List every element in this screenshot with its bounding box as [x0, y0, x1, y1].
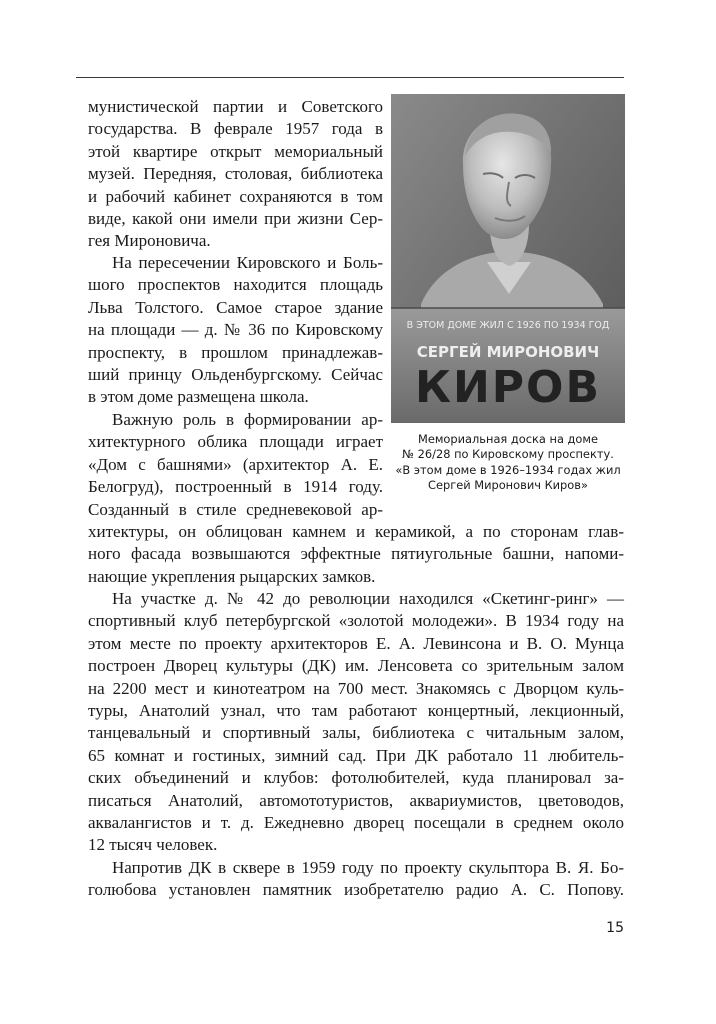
plaque-inscription-surname: КИРОВ — [415, 362, 601, 413]
text-line: Льва Толстого. Самое старое здание — [88, 297, 383, 317]
text-line: музей. Передняя, столовая, библиотека — [88, 164, 383, 184]
header-rule — [76, 77, 624, 78]
text-line: На пересечении Кировского и Боль- — [112, 253, 383, 272]
text-line: Созданный в стиле средневековой ар- — [88, 499, 383, 519]
text-line: на площади — д. № 36 по Кировскому — [88, 320, 383, 340]
page-number: 15 — [606, 920, 624, 936]
text-line: нающие укрепления рыцарских замков. — [88, 566, 376, 586]
caption-line: Мемориальная доска на доме — [418, 432, 598, 446]
text-line: ший принцу Ольденбургскому. Сейчас — [88, 365, 383, 385]
text-line: 65 комнат и гостиных, зимний сад. При ДК работало 11 любитель- — [88, 745, 624, 765]
text-line: туры, Анатолий узнал, что там работают концертный, лекционный, — [88, 701, 624, 721]
paragraph-3 — [88, 409, 383, 521]
text-line: и рабочий кабинет сохраняются в том — [88, 186, 383, 206]
plaque-inscription-top: В ЭТОМ ДОМЕ ЖИЛ С 1926 ПО 1934 ГОД — [406, 320, 610, 331]
text-line: построен Дворец культуры (ДК) им. Ленсовета со зрительным залом — [88, 656, 624, 676]
caption-line: № 26/28 по Кировскому проспекту. — [402, 447, 614, 462]
text-line: На участке д. № 42 до революции находился «Скетинг-ринг» — — [112, 589, 624, 608]
text-line: «Дом с башнями» (архитектор А. Е. — [88, 454, 383, 474]
text-line: на 2200 мест и кинотеатром на 700 мест. Знакомясь с Дворцом куль- — [88, 678, 624, 698]
text-line: этом месте по проекту архитекторов Е. А. Левинсона и В. О. Мунца — [88, 633, 624, 653]
text-line: шого проспектов находится площадь — [88, 275, 383, 295]
text-line: этой квартире открыт мемориальный — [88, 141, 383, 161]
text-line: гея Мироновича. — [88, 231, 211, 251]
paragraph-2 — [88, 252, 383, 409]
paragraph-1 — [88, 96, 383, 253]
text-line: хитектурного облика площади играет — [88, 432, 383, 452]
text-line: мунистической партии и Советского — [88, 97, 383, 116]
figure-caption — [383, 432, 633, 493]
text-line: писаться Анатолий, автомототуристов, аквариумистов, цветоводов, — [88, 790, 624, 810]
text-line: Важную роль в формировании ар- — [112, 410, 383, 429]
text-line: виде, какой они имели при жизни Сер- — [88, 209, 383, 229]
caption-line: Сергей Миронович Киров» — [428, 477, 588, 492]
text-line: спортивный клуб петербургской «золотой молодежи». В 1934 году на — [88, 611, 624, 631]
paragraph-3-continued — [88, 521, 624, 588]
text-line: ного фасада возвышаются эффектные пятиугольные башни, напоми- — [88, 544, 624, 564]
caption-line: «В этом доме в 1926–1934 годах жил — [395, 462, 621, 477]
text-line: Напротив ДК в сквере в 1959 году по проекту скульптора В. Я. Бо- — [112, 858, 624, 877]
text-line: в этом доме размещена школа. — [88, 387, 309, 407]
text-line: танцевальный и спортивный залы, библиотека с читальным залом, — [88, 723, 624, 743]
text-line: 12 тысяч человек. — [88, 835, 218, 855]
plaque-inscription-name: СЕРГЕЙ МИРОНОВИЧ — [416, 343, 600, 361]
text-line: хитектуры, он облицован камнем и керамикой, а по сторонам глав- — [88, 522, 624, 541]
text-line: проспекту, в прошлом принадлежав- — [88, 342, 383, 362]
text-line: Белогруд), построенный в 1914 году. — [88, 477, 383, 497]
text-line: голюбова установлен памятник изобретателю радио А. С. Попову. — [88, 880, 624, 900]
text-line: аквалангистов и т. д. Ежедневно дворец посещали в среднем около — [88, 813, 624, 833]
plaque-illustration — [391, 94, 625, 423]
text-line: государства. В феврале 1957 года в — [88, 119, 383, 139]
paragraph-5 — [88, 857, 624, 902]
memorial-plaque-photo — [391, 94, 625, 423]
paragraph-4 — [88, 588, 624, 857]
text-line: ских объединений и клубов: фотолюбителей, куда планировал за- — [88, 768, 624, 788]
